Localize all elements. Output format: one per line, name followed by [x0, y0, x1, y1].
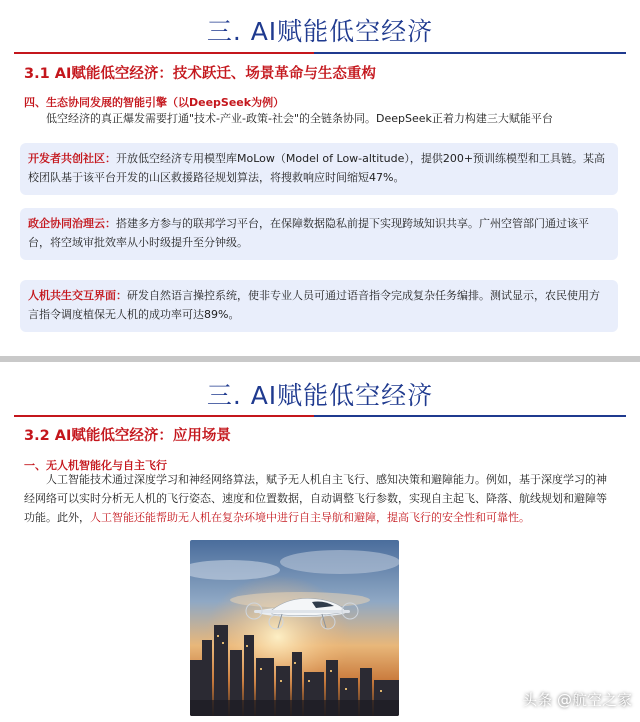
- body-text: 人工智能技术通过深度学习和神经网络算法，赋予无人机自主飞行、感知决策和避障能力。例如，基于深度学习的神经网络可以实时分析无人机的飞行姿态、速度和位置数据，自动调整飞行参数，实现自主起飞、降落、航线规划和避障等功能。此外，: [24, 473, 607, 524]
- slide-2: [0, 362, 640, 722]
- evtol-city-photo: [190, 540, 399, 716]
- slide-1: [0, 0, 640, 356]
- info-box-developer: [20, 143, 618, 195]
- subheading: 一、无人机智能化与自主飞行: [24, 459, 167, 472]
- title-rule-red: [14, 52, 314, 54]
- box-lead: 开发者共创社区：: [28, 152, 116, 165]
- section-heading: 3.1 AI赋能低空经济：技术跃迁、场景革命与生态重构: [24, 66, 376, 82]
- wechat-icon: [446, 692, 466, 706]
- body-paragraph: [24, 470, 610, 527]
- box-lead: 政企协同治理云：: [28, 217, 116, 230]
- info-box-interaction: [20, 280, 618, 332]
- title-rule-blue: [314, 415, 626, 417]
- slide-title: 三. AI赋能低空经济: [206, 381, 434, 410]
- box-lead: 人机共生交互界面：: [28, 289, 127, 302]
- subheading: 四、生态协同发展的智能引擎（以DeepSeek为例）: [24, 96, 285, 109]
- section-heading: 3.2 AI赋能低空经济：应用场景: [24, 428, 231, 444]
- box-text: 研发自然语言操控系统，使非专业人员可通过语音指令完成复杂任务编排。测试显示，农民使用方言指令调度植保无人机的成功率可达89%。: [28, 289, 600, 321]
- title-rule-red: [14, 415, 314, 417]
- body-text-highlight: 人工智能还能帮助无人机在复杂环境中进行自主导航和避障，提高飞行的安全性和可靠性。: [90, 511, 530, 524]
- box-text: 搭建多方参与的联邦学习平台，在保障数据隐私前提下实现跨域知识共享。广州空管部门通过该平台，将空域审批效率从小时级提升至分钟级。: [28, 217, 589, 249]
- slide-title: 三. AI赋能低空经济: [206, 17, 434, 46]
- title-rule-blue: [314, 52, 626, 54]
- box-text: 开放低空经济专用模型库MoLow（Model of Low-altitude），提供200+预训练模型和工具链。某高校团队基于该平台开发的山区救援路径规划算法，将搜救响应时间缩短47%。: [28, 152, 606, 184]
- info-box-governance: [20, 208, 618, 260]
- intro-paragraph: 低空经济的真正爆发需要打通"技术-产业-政策-社会"的全链条协同。DeepSeek正着力构建三大赋能平台: [46, 112, 553, 125]
- watermark: 头条 @航空之家: [522, 691, 632, 709]
